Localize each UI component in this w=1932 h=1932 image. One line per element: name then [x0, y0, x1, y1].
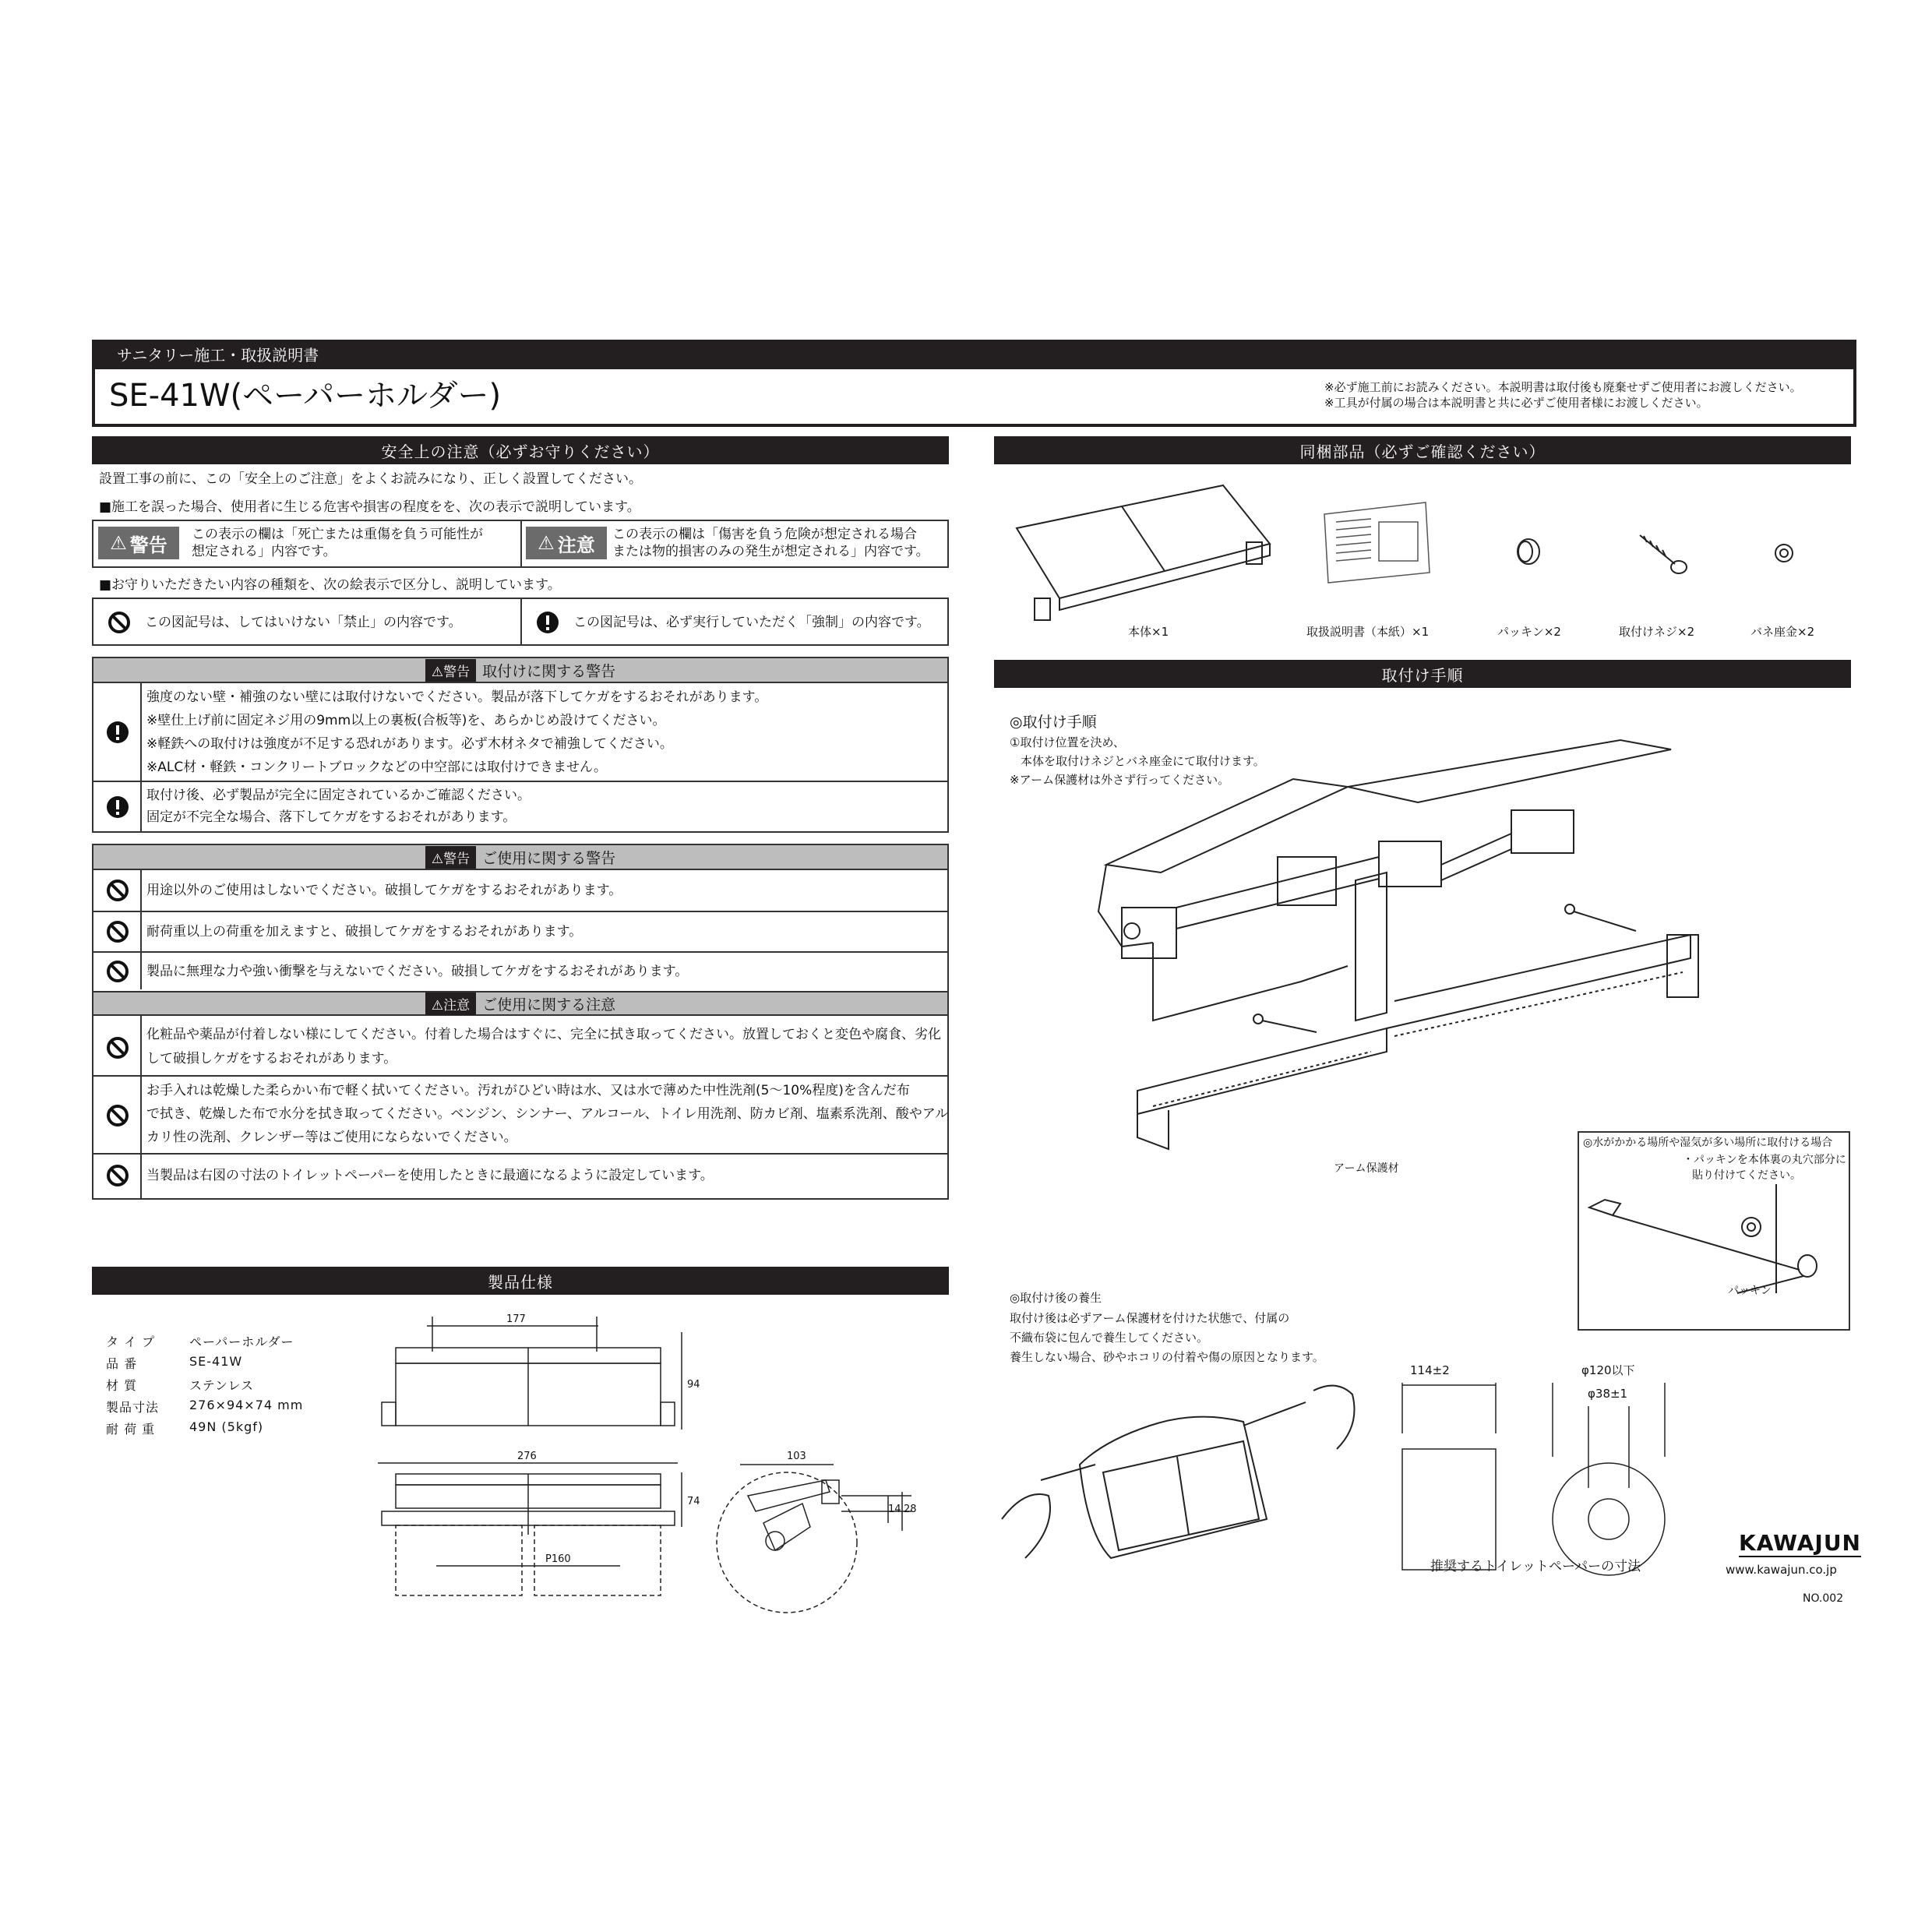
caution-line: カリ性の洗剤、クレンザー等はご使用にならないでください。 — [146, 1130, 517, 1145]
prohibit-desc: この図記号は、してはいけない「禁止」の内容です。 — [145, 615, 462, 630]
part-label: 取付けネジ×2 — [1619, 625, 1695, 639]
install-warning-line: 強度のない壁・補強のない壁には取付けないでください。製品が落下してケガをするおそれがあります。 — [146, 689, 768, 705]
spec-label: タ イ プ — [106, 1334, 156, 1349]
dim-14: 14 — [888, 1504, 901, 1515]
legend-divider — [520, 520, 522, 568]
warning-desc-1: この表示の欄は「死亡または重傷を負う可能性が — [192, 527, 483, 542]
inset-line-2: 貼り付けてください。 — [1692, 1169, 1801, 1182]
spec-value: ステンレス — [189, 1378, 255, 1393]
parts-heading: 同梱部品（必ずご確認ください） — [994, 436, 1851, 464]
doc-number: NO.002 — [1803, 1592, 1844, 1605]
install-warning-sep — [92, 781, 949, 782]
prohibit-icon — [106, 1164, 129, 1187]
prohibit-icon — [106, 879, 129, 902]
caution-triangle-icon: ⚠ — [538, 532, 555, 554]
spec-label: 材 質 — [106, 1378, 138, 1393]
wrapping-diagram — [994, 1379, 1376, 1574]
procedure-heading: 取付け手順 — [994, 660, 1851, 688]
safety-line1: ■施工を誤った場合、使用者に生じる危害や損害の程度をを、次の表示で説明しています。 — [99, 499, 640, 515]
install-warning-line: ※軽鉄への取付けは強度が不足する恐れがあります。必ず木材ネタで補強してください。 — [146, 736, 673, 752]
arm-protector-label: アーム保護材 — [1334, 1162, 1399, 1175]
paper-width: 114±2 — [1410, 1363, 1450, 1377]
install-warning-line: 固定が不完全な場合、落下してケガをするおそれがあります。 — [146, 809, 516, 825]
caution-badge: ⚠ 注意 — [526, 527, 607, 559]
install-warning-line: ※壁仕上げ前に固定ネジ用の9mm以上の裏板(合板等)を、あらかじめ設けてください。 — [146, 713, 666, 728]
paper-inner-diameter: φ38±1 — [1588, 1387, 1628, 1401]
brand-logo: KAWAJUN — [1739, 1530, 1861, 1556]
use-sep — [92, 951, 949, 953]
warning-badge: ⚠ 警告 — [98, 527, 179, 559]
caution-line: して破損しケガをするおそれがあります。 — [146, 1051, 397, 1066]
mandatory-icon — [536, 611, 559, 634]
prohibit-icon — [106, 1036, 129, 1059]
use-warning-header: ⚠警告 ご使用に関する警告 — [93, 845, 947, 870]
warning-desc-2: 想定される」内容です。 — [192, 544, 337, 559]
packing-icon — [1513, 536, 1544, 567]
care-heading: ◎取付け後の養生 — [1010, 1291, 1102, 1305]
install-warning-tag: ⚠警告 — [425, 659, 476, 682]
prohibit-icon — [108, 611, 131, 634]
care-line-1: 取付け後は必ずアーム保護材を付けた状態で、付属の — [1010, 1311, 1290, 1325]
page-title: SE-41W(ペーパーホルダー) — [109, 378, 502, 414]
install-warning-col — [140, 683, 142, 831]
care-line-2: 不織布袋に包んで養生してください。 — [1010, 1331, 1209, 1345]
caution-line: お手入れは乾燥した柔らかい布で軽く拭いてください。汚れがひどい時は水、又は水で薄めた中性洗剤(5〜10%程度)を含んだ布 — [146, 1083, 910, 1098]
paper-roll-drawing — [1546, 1379, 1671, 1589]
dim-94: 94 — [687, 1379, 700, 1391]
inset-title: ◎水がかかる場所や湿気が多い場所に取付ける場合 — [1583, 1137, 1833, 1149]
mandatory-icon — [106, 721, 129, 744]
caution-sep — [92, 1153, 949, 1155]
safety-heading: 安全上の注意（必ずお守りください） — [92, 436, 949, 464]
procedure-step1b: 本体を取付けネジとバネ座金にて取付けます。 — [1021, 754, 1265, 768]
spec-value: ペーパーホルダー — [189, 1334, 294, 1349]
install-warning-line: ※ALC材・軽鉄・コンクリートブロックなどの中空部には取付けできません。 — [146, 760, 608, 775]
dim-276: 276 — [517, 1451, 537, 1462]
use-warning-tag: ⚠警告 — [425, 846, 476, 869]
side-view-drawing — [709, 1449, 935, 1636]
header-note-2: ※工具が付属の場合は本説明書と共に必ずご使用者様にお渡しください。 — [1324, 396, 1708, 410]
caution-sep — [92, 1075, 949, 1077]
caution-line: 当製品は右図の寸法のトイレットペーパーを使用したときに最適になるように設定しています。 — [146, 1168, 714, 1183]
install-diagram — [1091, 724, 1714, 1192]
holder-body-drawing — [1013, 481, 1278, 629]
mandatory-desc: この図記号は、必ず実行していただく「強制」の内容です。 — [573, 615, 930, 630]
safety-line2: ■お守りいただきたい内容の種類を、次の絵表示で区分し、説明しています。 — [99, 577, 561, 593]
install-warning-header: ⚠警告 取付けに関する警告 — [93, 658, 947, 683]
part-label: 本体×1 — [1128, 625, 1169, 639]
install-warning-line: 取付け後、必ず製品が完全に固定されているかご確認ください。 — [146, 788, 531, 803]
use-col — [140, 870, 142, 989]
prohibit-icon — [106, 1104, 129, 1127]
dim-103: 103 — [787, 1451, 806, 1462]
dim-177: 177 — [506, 1313, 526, 1325]
manual-sheet-icon — [1317, 499, 1433, 584]
inset-packing-diagram — [1581, 1184, 1846, 1324]
use-caution-tag: ⚠注意 — [425, 992, 476, 1015]
spec-label: 品 番 — [106, 1356, 138, 1371]
use-warning-item: 用途以外のご使用はしないでください。破損してケガをするおそれがあります。 — [146, 883, 622, 898]
part-label: 取扱説明書（本紙）×1 — [1306, 625, 1430, 639]
spec-heading: 製品仕様 — [92, 1267, 949, 1295]
dim-74: 74 — [687, 1496, 700, 1507]
spring-washer-icon — [1770, 539, 1798, 567]
spec-value: 49N (5kgf) — [189, 1419, 264, 1434]
dim-28: 28 — [904, 1504, 917, 1515]
safety-intro: 設置工事の前に、この「安全上のご注意」をよくお読みになり、正しく設置してください。 — [99, 471, 642, 487]
use-caution-header: ⚠注意 ご使用に関する注意 — [93, 991, 947, 1016]
part-label: バネ座金×2 — [1750, 625, 1815, 639]
header-note-1: ※必ず施工前にお読みください。本説明書は取付後も廃棄せずご使用者にお渡しください。 — [1324, 380, 1802, 394]
paper-side-drawing — [1394, 1379, 1504, 1581]
spec-value: 276×94×74 mm — [189, 1398, 304, 1412]
caution-desc-2: または物的損害のみの発生が想定される」内容です。 — [612, 544, 929, 559]
caution-line: で拭き、乾燥した布で水分を拭き取ってください。ベンジン、シンナー、アルコール、トイレ用洗剤、防カビ剤、塩素系洗剤、酸やアル — [146, 1106, 949, 1122]
header-category: サニタリー施工・取扱説明書 — [117, 346, 319, 365]
header-category-bar — [92, 340, 1856, 369]
procedure-note: ※アーム保護材は外さず行ってください。 — [1010, 773, 1230, 787]
dim-p160: P160 — [545, 1553, 571, 1565]
paper-outer-diameter: φ120以下 — [1581, 1363, 1635, 1377]
part-label: パッキン×2 — [1497, 625, 1561, 639]
brand-url: www.kawajun.co.jp — [1726, 1563, 1837, 1577]
inset-line-1: ・パッキンを本体裏の丸穴部分に — [1683, 1154, 1846, 1166]
use-warning-item: 耐荷重以上の荷重を加えますと、破損してケガをするおそれがあります。 — [146, 924, 583, 940]
screw-icon — [1636, 531, 1690, 578]
caution-col — [140, 1016, 142, 1200]
spec-label: 耐 荷 重 — [106, 1422, 156, 1437]
procedure-subheading: ◎取付け手順 — [1010, 714, 1097, 731]
symbol-divider — [520, 598, 522, 646]
spec-label: 製品寸法 — [106, 1400, 160, 1415]
inset-packing-label: パッキン — [1728, 1285, 1772, 1297]
use-sep — [92, 911, 949, 912]
warning-triangle-icon: ⚠ — [110, 532, 127, 554]
mandatory-icon — [106, 795, 129, 819]
use-warning-item: 製品に無理な力や強い衝撃を与えないでください。破損してケガをするおそれがあります。 — [146, 964, 689, 979]
caution-line: 化粧品や薬品が付着しない様にしてください。付着した場合はすぐに、完全に拭き取ってください。放置しておくと変色や腐食、劣化 — [146, 1027, 941, 1042]
caution-desc-1: この表示の欄は「傷害を負う危険が想定される場合 — [612, 527, 917, 542]
procedure-step1: ①取付け位置を決め、 — [1010, 735, 1125, 749]
care-line-3: 養生しない場合、砂やホコリの付着や傷の原因となります。 — [1010, 1350, 1324, 1364]
paper-caption: 推奨するトイレットペーパーの寸法 — [1430, 1559, 1641, 1574]
prohibit-icon — [106, 960, 129, 983]
prohibit-icon — [106, 920, 129, 943]
spec-value: SE-41W — [189, 1354, 243, 1369]
